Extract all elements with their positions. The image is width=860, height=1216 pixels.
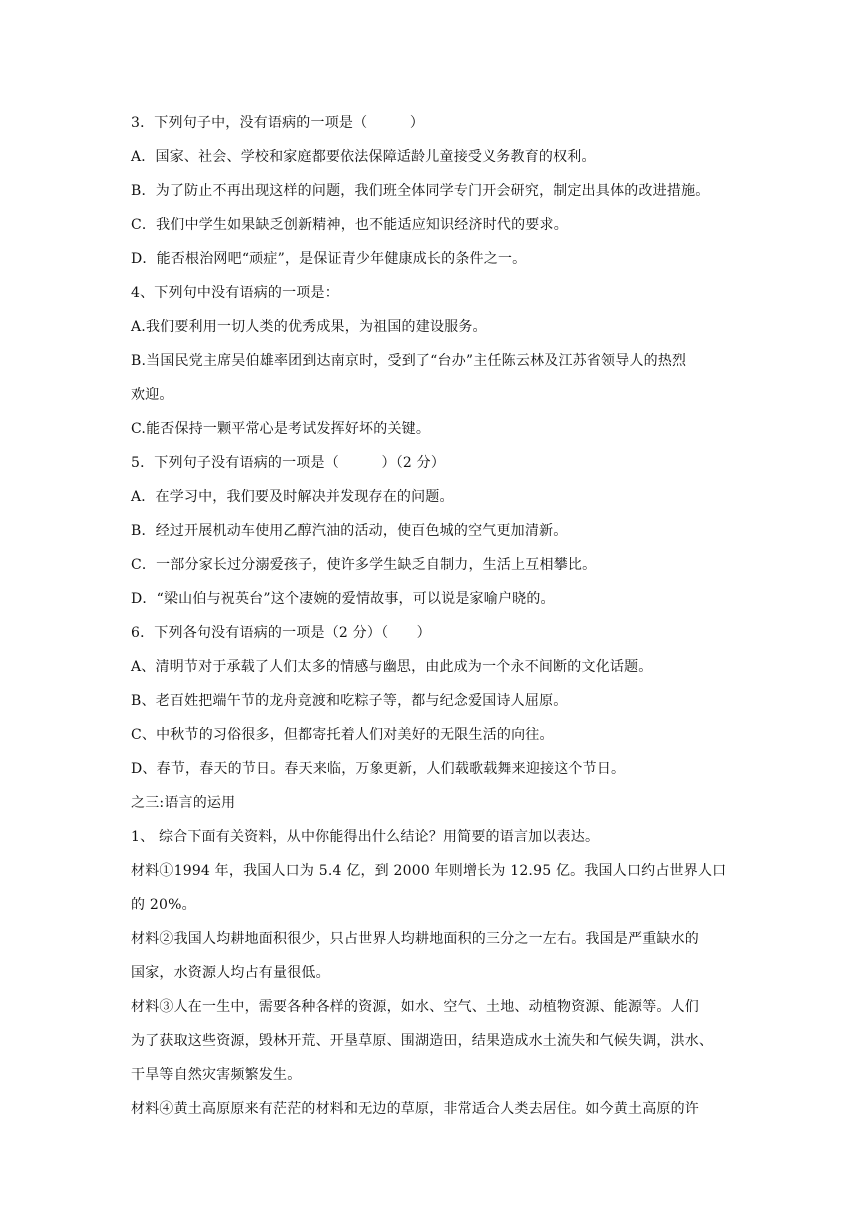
material-2-line-2: 国家，水资源人均占有量很低。: [131, 965, 330, 981]
material-3-line-3: 干旱等自然灾害频繁发生。: [131, 1067, 302, 1083]
material-3-line-1: 材料③人在一生中，需要各种各样的资源，如水、空气、土地、动植物资源、能源等。人们: [131, 999, 699, 1015]
material-3-line-2: 为了获取这些资源，毁林开荒、开垦草原、围湖造田，结果造成水土流失和气候失调，洪水、: [131, 1033, 714, 1049]
question-3-option-d: D．能否根治网吧“顽症”，是保证青少年健康成长的条件之一。: [131, 251, 527, 267]
question-5-option-a: A．在学习中，我们要及时解决并发现存在的问题。: [131, 489, 454, 505]
question-6-option-d: D、春节，春天的节日。春天来临，万象更新，人们载歌载舞来迎接这个节日。: [131, 761, 626, 777]
question-4-option-b-line-1: B.当国民党主席吴伯雄率团到达南京时，受到了“台办”主任陈云林及江苏省领导人的热烈: [131, 353, 687, 369]
question-4-stem: 4、下列句中没有语病的一项是：: [131, 285, 339, 301]
question-6-option-a: A、清明节对于承载了人们太多的情感与幽思，由此成为一个永不间断的文化话题。: [131, 659, 653, 675]
question-4-option-b-line-2: 欢迎。: [131, 387, 174, 403]
section-heading: 之三:语言的运用: [131, 795, 236, 811]
question-5-option-b: B．经过开展机动车使用乙醇汽油的活动，使百色城的空气更加清新。: [131, 523, 568, 539]
question-6-stem: 6．下列各句没有语病的一项是（2 分）（ ）: [131, 625, 431, 641]
question-4-option-c: C.能否保持一颗平常心是考试发挥好坏的关键。: [131, 421, 431, 437]
question-3-stem: 3．下列句子中，没有语病的一项是（ ）: [131, 115, 425, 131]
question-3-option-c: C．我们中学生如果缺乏创新精神，也不能适应知识经济时代的要求。: [131, 217, 568, 233]
question-3-option-b: B．为了防止不再出现这样的问题，我们班全体同学专门开会研究，制定出具体的改进措施。: [131, 183, 710, 199]
question-5-option-c: C．一部分家长过分溺爱孩子，使许多学生缺乏自制力，生活上互相攀比。: [131, 557, 597, 573]
question-4-option-a: A.我们要利用一切人类的优秀成果，为祖国的建设服务。: [131, 319, 487, 335]
question-3-option-a: A．国家、社会、学校和家庭都要依法保障适龄儿童接受义务教育的权利。: [131, 149, 596, 165]
material-1-line-1: 材料①1994 年，我国人口为 5.4 亿，到 2000 年则增长为 12.95 亿。我国人口约占世界人口: [131, 863, 727, 879]
document-body: [131, 106, 731, 1126]
question-6-option-c: C、中秋节的习俗很多，但都寄托着人们对美好的无限生活的向往。: [131, 727, 554, 743]
question-6-option-b: B、老百姓把端午节的龙舟竞渡和吃粽子等，都与纪念爱国诗人屈原。: [131, 693, 568, 709]
language-question-1-stem: 1、 综合下面有关资料，从中你能得出什么结论？用简要的语言加以表达。: [131, 829, 600, 845]
question-5-option-d: D．“梁山伯与祝英台”这个凄婉的爱情故事，可以说是家喻户晓的。: [131, 591, 555, 607]
question-5-stem: 5．下列句子没有语病的一项是（ ）（2 分）: [131, 455, 446, 471]
material-2-line-1: 材料②我国人均耕地面积很少，只占世界人均耕地面积的三分之一左右。我国是严重缺水的: [131, 931, 699, 947]
material-1-line-2: 的 20%。: [131, 897, 196, 913]
material-4-line-1: 材料④黄土高原原来有茫茫的材料和无边的草原，非常适合人类去居住。如今黄土高原的许: [131, 1101, 699, 1117]
